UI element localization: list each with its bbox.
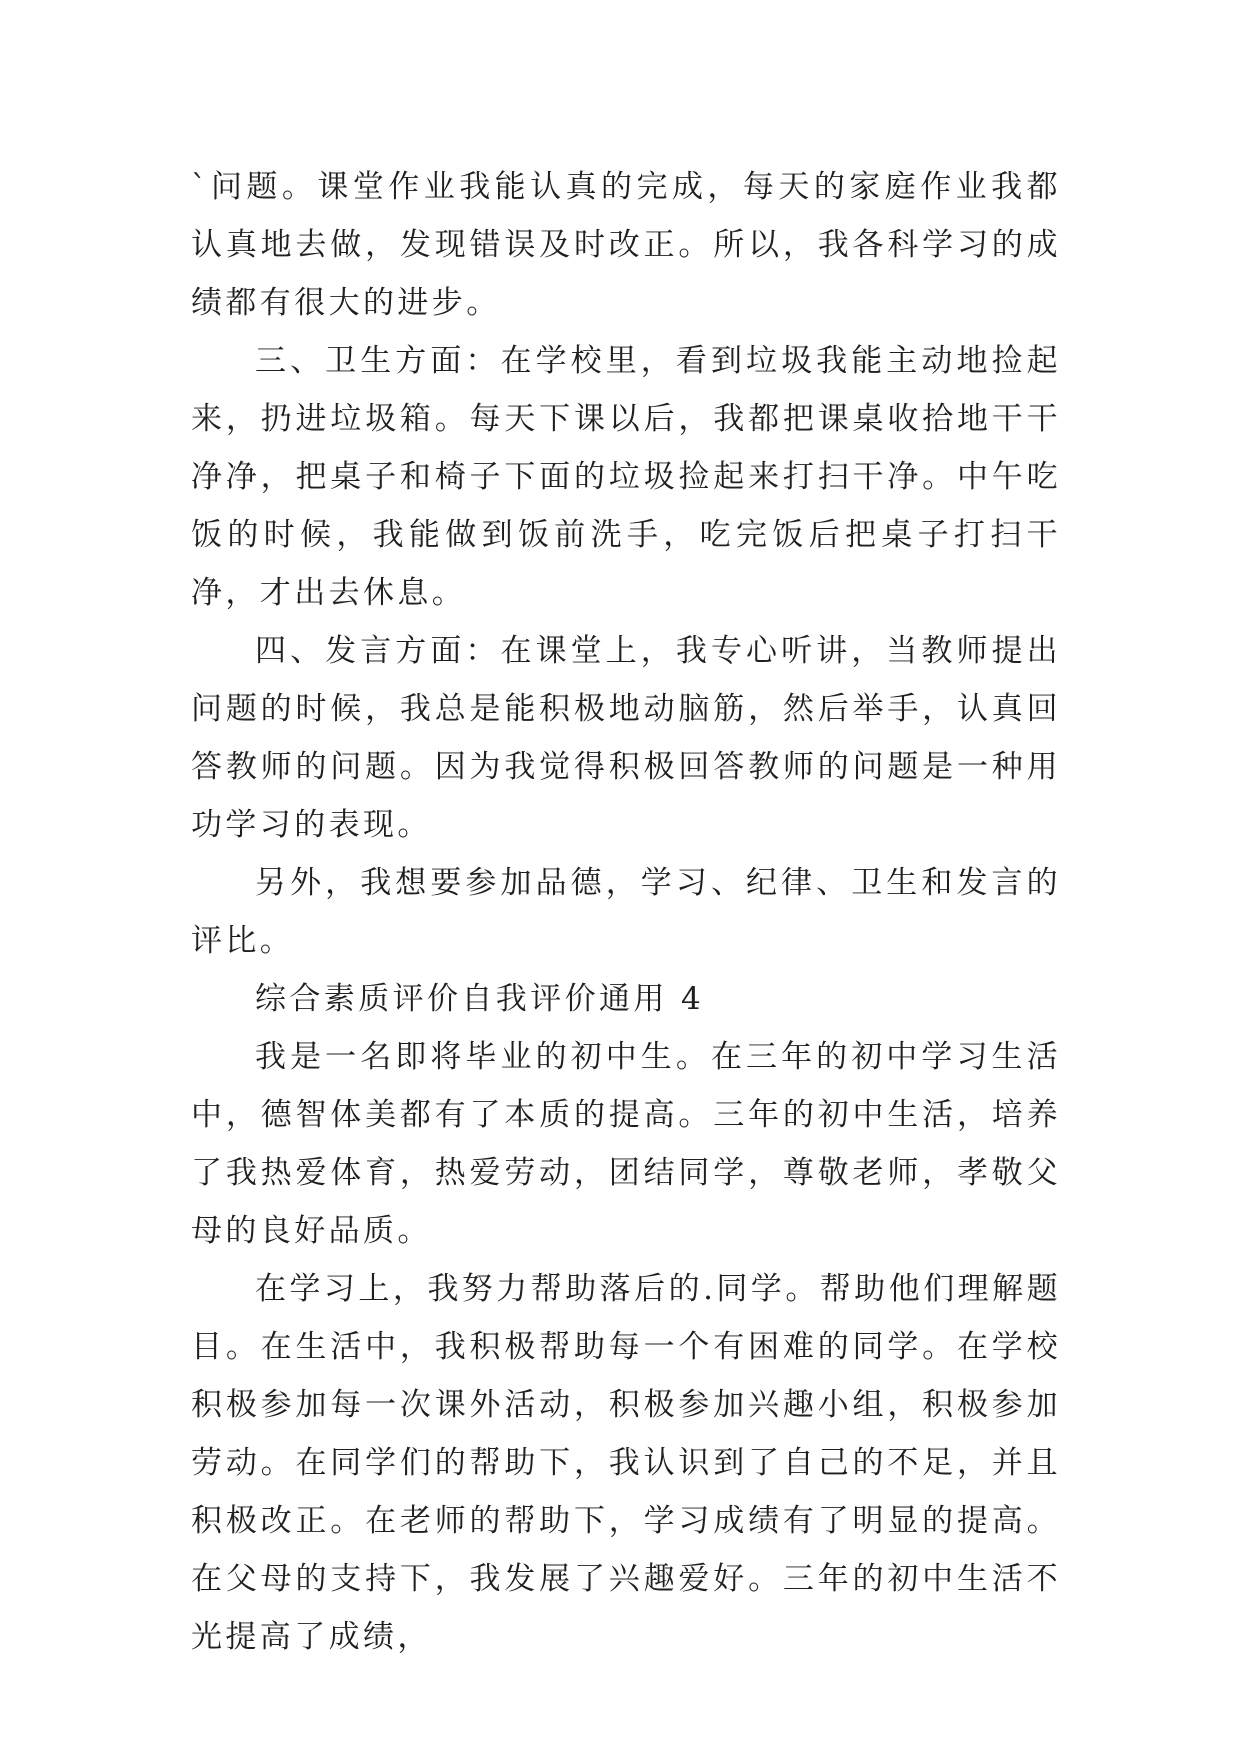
paragraph-intro: 我是一名即将毕业的初中生。在三年的初中学习生活中，德智体美都有了本质的提高。三年的初中生活，培养了我热爱体育，热爱劳动，团结同学，尊敬老师，孝敬父母的良好品质。: [191, 1039, 1061, 1249]
paragraph-hygiene: 三、卫生方面：在学校里，看到垃圾我能主动地捡起来，扔进垃圾箱。每天下课以后，我都把课桌收拾地干干净净，把桌子和椅子下面的垃圾捡起来打扫干净。中午吃饭的时候，我能做到饭前洗手，吃完饭后把桌子打扫干净，才出去休息。: [191, 343, 1061, 611]
paragraph-additional: 另外，我想要参加品德，学习、纪律、卫生和发言的评比。: [191, 865, 1061, 959]
document-body: [191, 158, 1061, 1666]
paragraph: `问题。课堂作业我能认真的完成，每天的家庭作业我都认真地去做，发现错误及时改正。所以，我各科学习的成绩都有很大的进步。: [191, 169, 1061, 321]
paragraph-speaking: 四、发言方面：在课堂上，我专心听讲，当教师提出问题的时候，我总是能积极地动脑筋，然后举手，认真回答教师的问题。因为我觉得积极回答教师的问题是一种用功学习的表现。: [191, 633, 1061, 843]
section-heading: 综合素质评价自我评价通用 4: [255, 981, 705, 1017]
paragraph-study: 在学习上，我努力帮助落后的.同学。帮助他们理解题目。在生活中，我积极帮助每一个有困难的同学。在学校积极参加每一次课外活动，积极参加兴趣小组，积极参加劳动。在同学们的帮助下，我认识到了自己的不足，并且积极改正。在老师的帮助下，学习成绩有了明显的提高。在父母的支持下，我发展了兴趣爱好。三年的初中生活不光提高了成绩，: [191, 1271, 1061, 1655]
